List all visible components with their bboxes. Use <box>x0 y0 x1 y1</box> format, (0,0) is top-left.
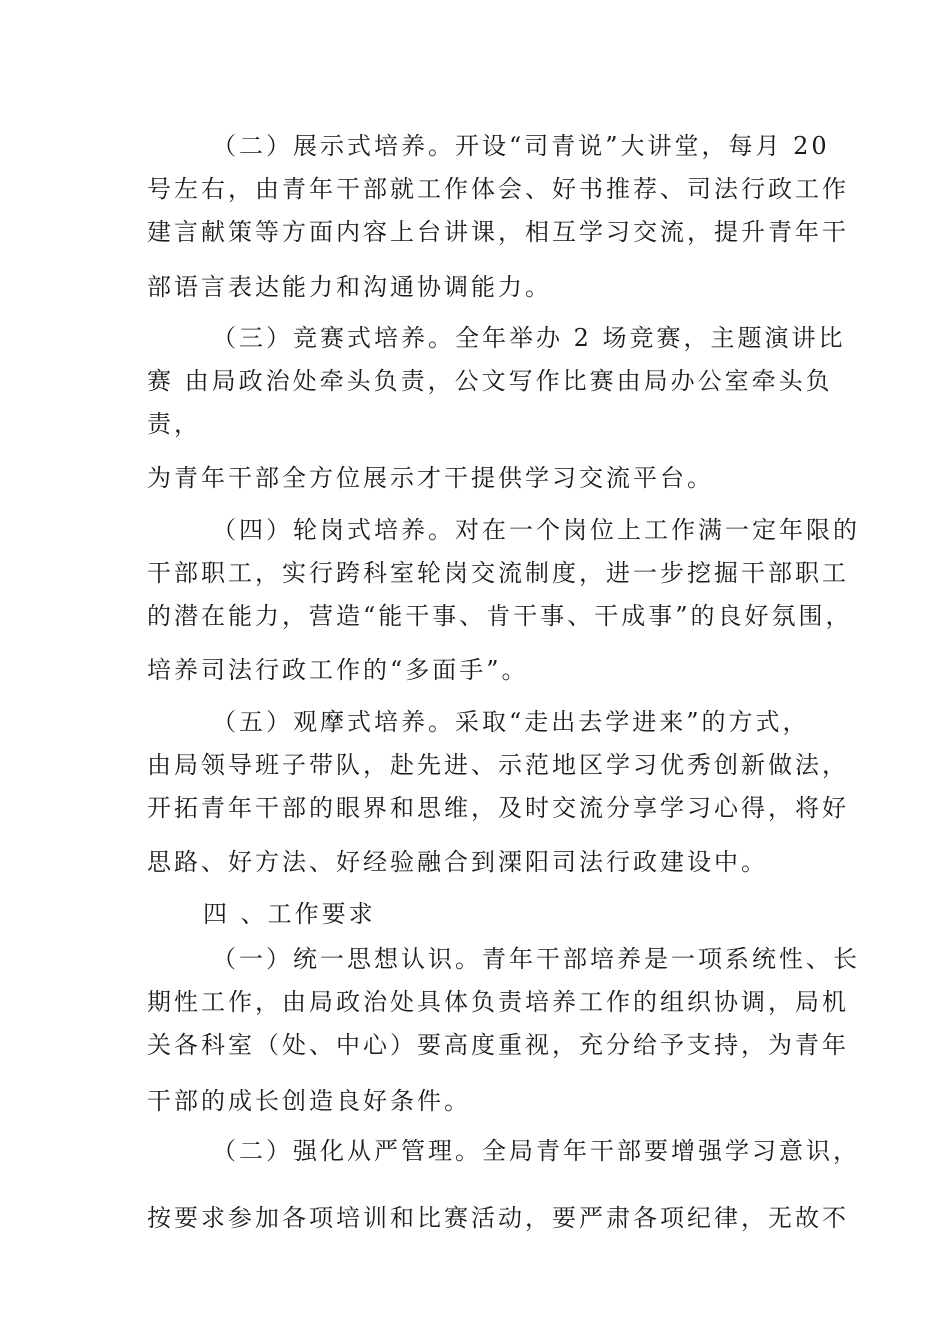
requirement-1-line-3: 关各科室（处、中心）要高度重视，充分给予支持，为青年 <box>147 1031 849 1059</box>
paragraph-3-line-4: 为青年干部全方位展示才干提供学习交流平台。 <box>147 464 714 492</box>
paragraph-3-line-1: （三）竞赛式培养。全年举办 2 场竞赛，主题演讲比 <box>212 324 846 352</box>
requirement-2-line-2: 按要求参加各项培训和比赛活动，要严肃各项纪律，无故不 <box>147 1204 849 1232</box>
requirement-1-line-4: 干部的成长创造良好条件。 <box>147 1087 471 1115</box>
paragraph-2-line-4: 部语言表达能力和沟通协调能力。 <box>147 273 552 301</box>
paragraph-2-line-1: （二）展示式培养。开设“司青说”大讲堂，每月 20 <box>212 132 830 160</box>
paragraph-4-line-1: （四）轮岗式培养。对在一个岗位上工作满一定年限的 <box>212 516 860 544</box>
paragraph-2-line-3: 建言献策等方面内容上台讲课，相互学习交流，提升青年干 <box>147 218 849 246</box>
paragraph-4-line-3: 的潜在能力，营造“能干事、肯干事、干成事”的良好氛围， <box>147 602 853 630</box>
paragraph-5-line-2: 由局领导班子带队，赴先进、示范地区学习优秀创新做法， <box>147 751 849 779</box>
paragraph-3-line-3: 责， <box>147 410 201 438</box>
requirement-1-line-2: 期性工作，由局政治处具体负责培养工作的组织协调，局机 <box>147 988 849 1016</box>
paragraph-2-line-2: 号左右，由青年干部就工作体会、好书推荐、司法行政工作 <box>147 175 849 203</box>
paragraph-4-line-2: 干部职工，实行跨科室轮岗交流制度，进一步挖掘干部职工 <box>147 559 849 587</box>
requirement-1-line-1: （一）统一思想认识。青年干部培养是一项系统性、长 <box>212 945 860 973</box>
paragraph-4-line-4: 培养司法行政工作的“多面手”。 <box>147 656 529 684</box>
section-heading: 四 、工作要求 <box>203 900 376 928</box>
paragraph-5-line-4: 思路、好方法、好经验融合到溧阳司法行政建设中。 <box>147 848 768 876</box>
paragraph-5-line-1: （五）观摩式培养。采取“走出去学进来”的方式， <box>212 708 810 736</box>
paragraph-5-line-3: 开拓青年干部的眼界和思维，及时交流分享学习心得，将好 <box>147 794 849 822</box>
requirement-2-line-1: （二）强化从严管理。全局青年干部要增强学习意识， <box>212 1137 860 1165</box>
paragraph-3-line-2: 赛 由局政治处牵头负责，公文写作比赛由局办公室牵头负 <box>147 367 833 395</box>
